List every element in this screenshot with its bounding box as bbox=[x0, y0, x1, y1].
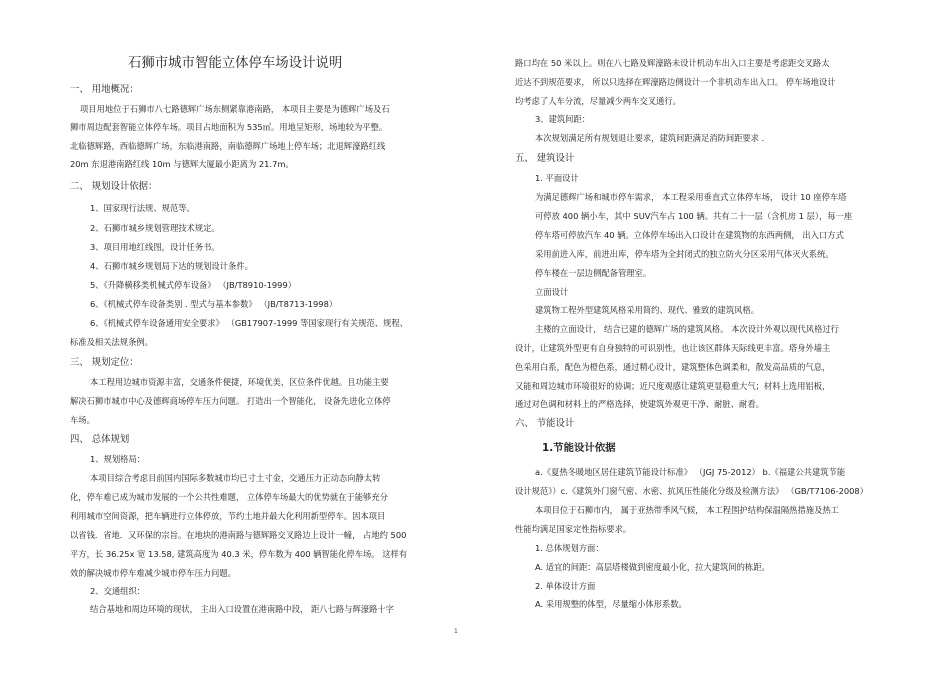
list-item: 5、《升降横移类机械式停车设备》 （JB/T8910-1999） bbox=[90, 280, 297, 290]
text-line: 解决石狮市城市中心及德辉商场停车压力问题。 打造出一个智能化， 设备先进化立体停 bbox=[70, 396, 391, 406]
text-line: 路口均在 50 米以上。则在八七路及辉濠路未设计机动车出入口主要是考虑距交叉路太 bbox=[515, 58, 830, 68]
section-heading-3: 三、 规划定位： bbox=[70, 357, 139, 368]
list-item: 6、《机械式停车设备类别 . 型式与基本参数》 （JB/T8713-1998） bbox=[90, 299, 338, 309]
text-line: 近达不到规范要求， 所以只选择在辉濠路边侧设计一个非机动车出入口。 停车场地设计 bbox=[515, 77, 836, 87]
text-line: 为满足德辉广场和城市停车需求， 本工程采用垂直式立体停车场， 设计 10 座停车塔 bbox=[535, 192, 847, 202]
list-item: 6、《机械式停车设备通用安全要求》 （GB17907-1999 等国家现行有关规范、规程、 bbox=[90, 318, 408, 328]
list-item: A. 采用规整的体型，尽量缩小体形系数。 bbox=[535, 599, 687, 609]
list-item: 2. 单体设计方面 bbox=[535, 581, 596, 591]
text-line: 设计，让建筑外型更有自身独特的可识别性，也让该区群体天际线更丰富。塔身外墙主 bbox=[515, 343, 831, 353]
list-item: 2、石狮市城乡规划管理技术规定。 bbox=[90, 223, 220, 233]
subsection-heading: 1、规划格局： bbox=[90, 454, 146, 464]
section-heading-5: 五、 建筑设计 bbox=[515, 153, 575, 164]
text-line: 色采用白系，配色为橙色系，通过精心设计，建筑整体色调柔和，散发高品质的气息， bbox=[515, 362, 831, 372]
text-line: 性能均满足国家定性指标要求。 bbox=[515, 524, 632, 534]
subsection-heading: 1. 平面设计 bbox=[535, 173, 579, 183]
list-item: A. 适宜的间距：高层塔楼做到密度最小化，拉大建筑间的栋距。 bbox=[535, 562, 770, 572]
text-line: 可停放 400 辆小车，其中 SUV汽车占 100 辆。共有二十一层（含机房 1 层），每一座 bbox=[535, 211, 853, 221]
list-item: 1、国家现行法规、规范等。 bbox=[90, 203, 195, 213]
text-line: 设计规范》）c.《建筑外门窗气密、水密、抗风压性能化分级及检测方法》 （GB/T7106-2008） bbox=[515, 486, 868, 496]
text-line: 平方，长 36.25x 宽 13.58, 建筑高度为 40.3 米，停车数为 400 辆智能化停车场。 这样有 bbox=[70, 549, 408, 559]
text-line: 项目用地位于石狮市八七路德辉广场东侧紧靠港南路， 本项目主要是为德辉广场及石 bbox=[80, 104, 390, 114]
section-heading-2: 二、 规划设计依据： bbox=[70, 181, 158, 192]
subsection-heading: 2、交通组织： bbox=[90, 586, 146, 596]
text-line: 车场。 bbox=[70, 415, 95, 425]
energy-basis-heading: 1.节能设计依据 bbox=[542, 442, 616, 454]
text-line: 停车塔可停放汽车 40 辆。立体停车场出入口设计在建筑物的东西两侧， 出入口方式 bbox=[535, 230, 844, 240]
document-title: 石狮市城市智能立体停车场设计说明 bbox=[128, 56, 343, 71]
text-line: 本次规划满足所有规划退让要求，建筑间距满足消防间距要求 . bbox=[535, 133, 765, 143]
text-line: 本工程用边城市资源丰富，交通条件便捷，环境优美，区位条件优越。且功能主要 bbox=[90, 377, 389, 387]
section-heading-1: 一、 用地概况： bbox=[70, 84, 139, 95]
subsection-heading: 3、建筑间距： bbox=[535, 114, 591, 124]
text-line: 化，停车难已成为城市发展的一个公共性难题， 立体停车场最大的优势就在于能够充分 bbox=[70, 492, 388, 502]
section-heading-4: 四、 总体规划 bbox=[70, 434, 130, 445]
text-line: 停车楼在一层边侧配备管理室。 bbox=[535, 268, 652, 278]
text-line: 狮市周边配套智能立体停车场。项目占地面积为 535㎡。用地呈矩形，场地较为平整。 bbox=[70, 122, 388, 132]
text-line: 北临德辉路，西临德辉广场，东临港南路，南临德辉广场地上停车场；北退辉濠路红线 bbox=[70, 141, 386, 151]
text-line: 主楼的立面设计， 结合已建的德辉广场的建筑风格。 本次设计外观以现代风格过行 bbox=[535, 324, 839, 334]
list-item: 3、项目用地红线图，设计任务书。 bbox=[90, 242, 220, 252]
text-line: 均考虑了人车分流，尽量减少两车交叉通行。 bbox=[515, 96, 681, 106]
text-line: 本项目综合考虑目前国内国际多数城市均已寸土寸金，交通压力正动态向静太转 bbox=[90, 473, 381, 483]
text-line: 结合基地和周边环境的现状， 主出入口设置在港南路中段， 距八七路与辉濠路十字 bbox=[90, 604, 394, 614]
text-line: 又能和周边城市环境很好的协调；近尺度观感让建筑更显稳重大气；材料上选用铝板， bbox=[515, 381, 831, 391]
list-item: 4、石狮市城乡规划局下达的规划设计条件。 bbox=[90, 261, 253, 271]
text-line: 利用城市空间资源，把车辆进行立体停放，节约土地并最大化利用新型停车。因本项目 bbox=[70, 511, 386, 521]
text-line: 建筑物工程外型建筑风格采用简约、现代、雅致的建筑风格。 bbox=[535, 305, 760, 315]
text-line: 采用前进入库，前进出库，停车塔为全封闭式的独立防火分区采用气体灭火系统。 bbox=[535, 249, 834, 259]
section-heading-6: 六、 节能设计 bbox=[515, 418, 575, 429]
text-line: a.《夏热冬暖地区居住建筑节能设计标准》 （JGJ 75-2012） b.《福建公共建筑节能 bbox=[535, 467, 846, 477]
text-line: 效的解决城市停车难减少城市停车压力问题。 bbox=[70, 568, 236, 578]
subsection-heading: 立面设计 bbox=[535, 287, 569, 297]
list-item: 1. 总体规划方面： bbox=[535, 543, 604, 553]
text-line: 通过对色调和材料上的严格选择，使建筑外观更干净、耐脏、耐看。 bbox=[515, 399, 764, 409]
text-line: 20m 东退港南路红线 10m 与德辉大厦最小距离为 21.7m。 bbox=[70, 159, 294, 169]
text-line: 以省钱．省地．又环保的宗旨。在地块的港南路与德辉路交叉路边上设计一幢， 占地约 500 bbox=[70, 530, 407, 540]
text-line: 本项目位于石狮市内， 属于亚热带季风气候， 本工程围护结构保温隔热措施及热工 bbox=[535, 505, 839, 515]
page-number: 1 bbox=[454, 628, 458, 635]
text-line: 标准及相关法规条例。 bbox=[70, 337, 153, 347]
